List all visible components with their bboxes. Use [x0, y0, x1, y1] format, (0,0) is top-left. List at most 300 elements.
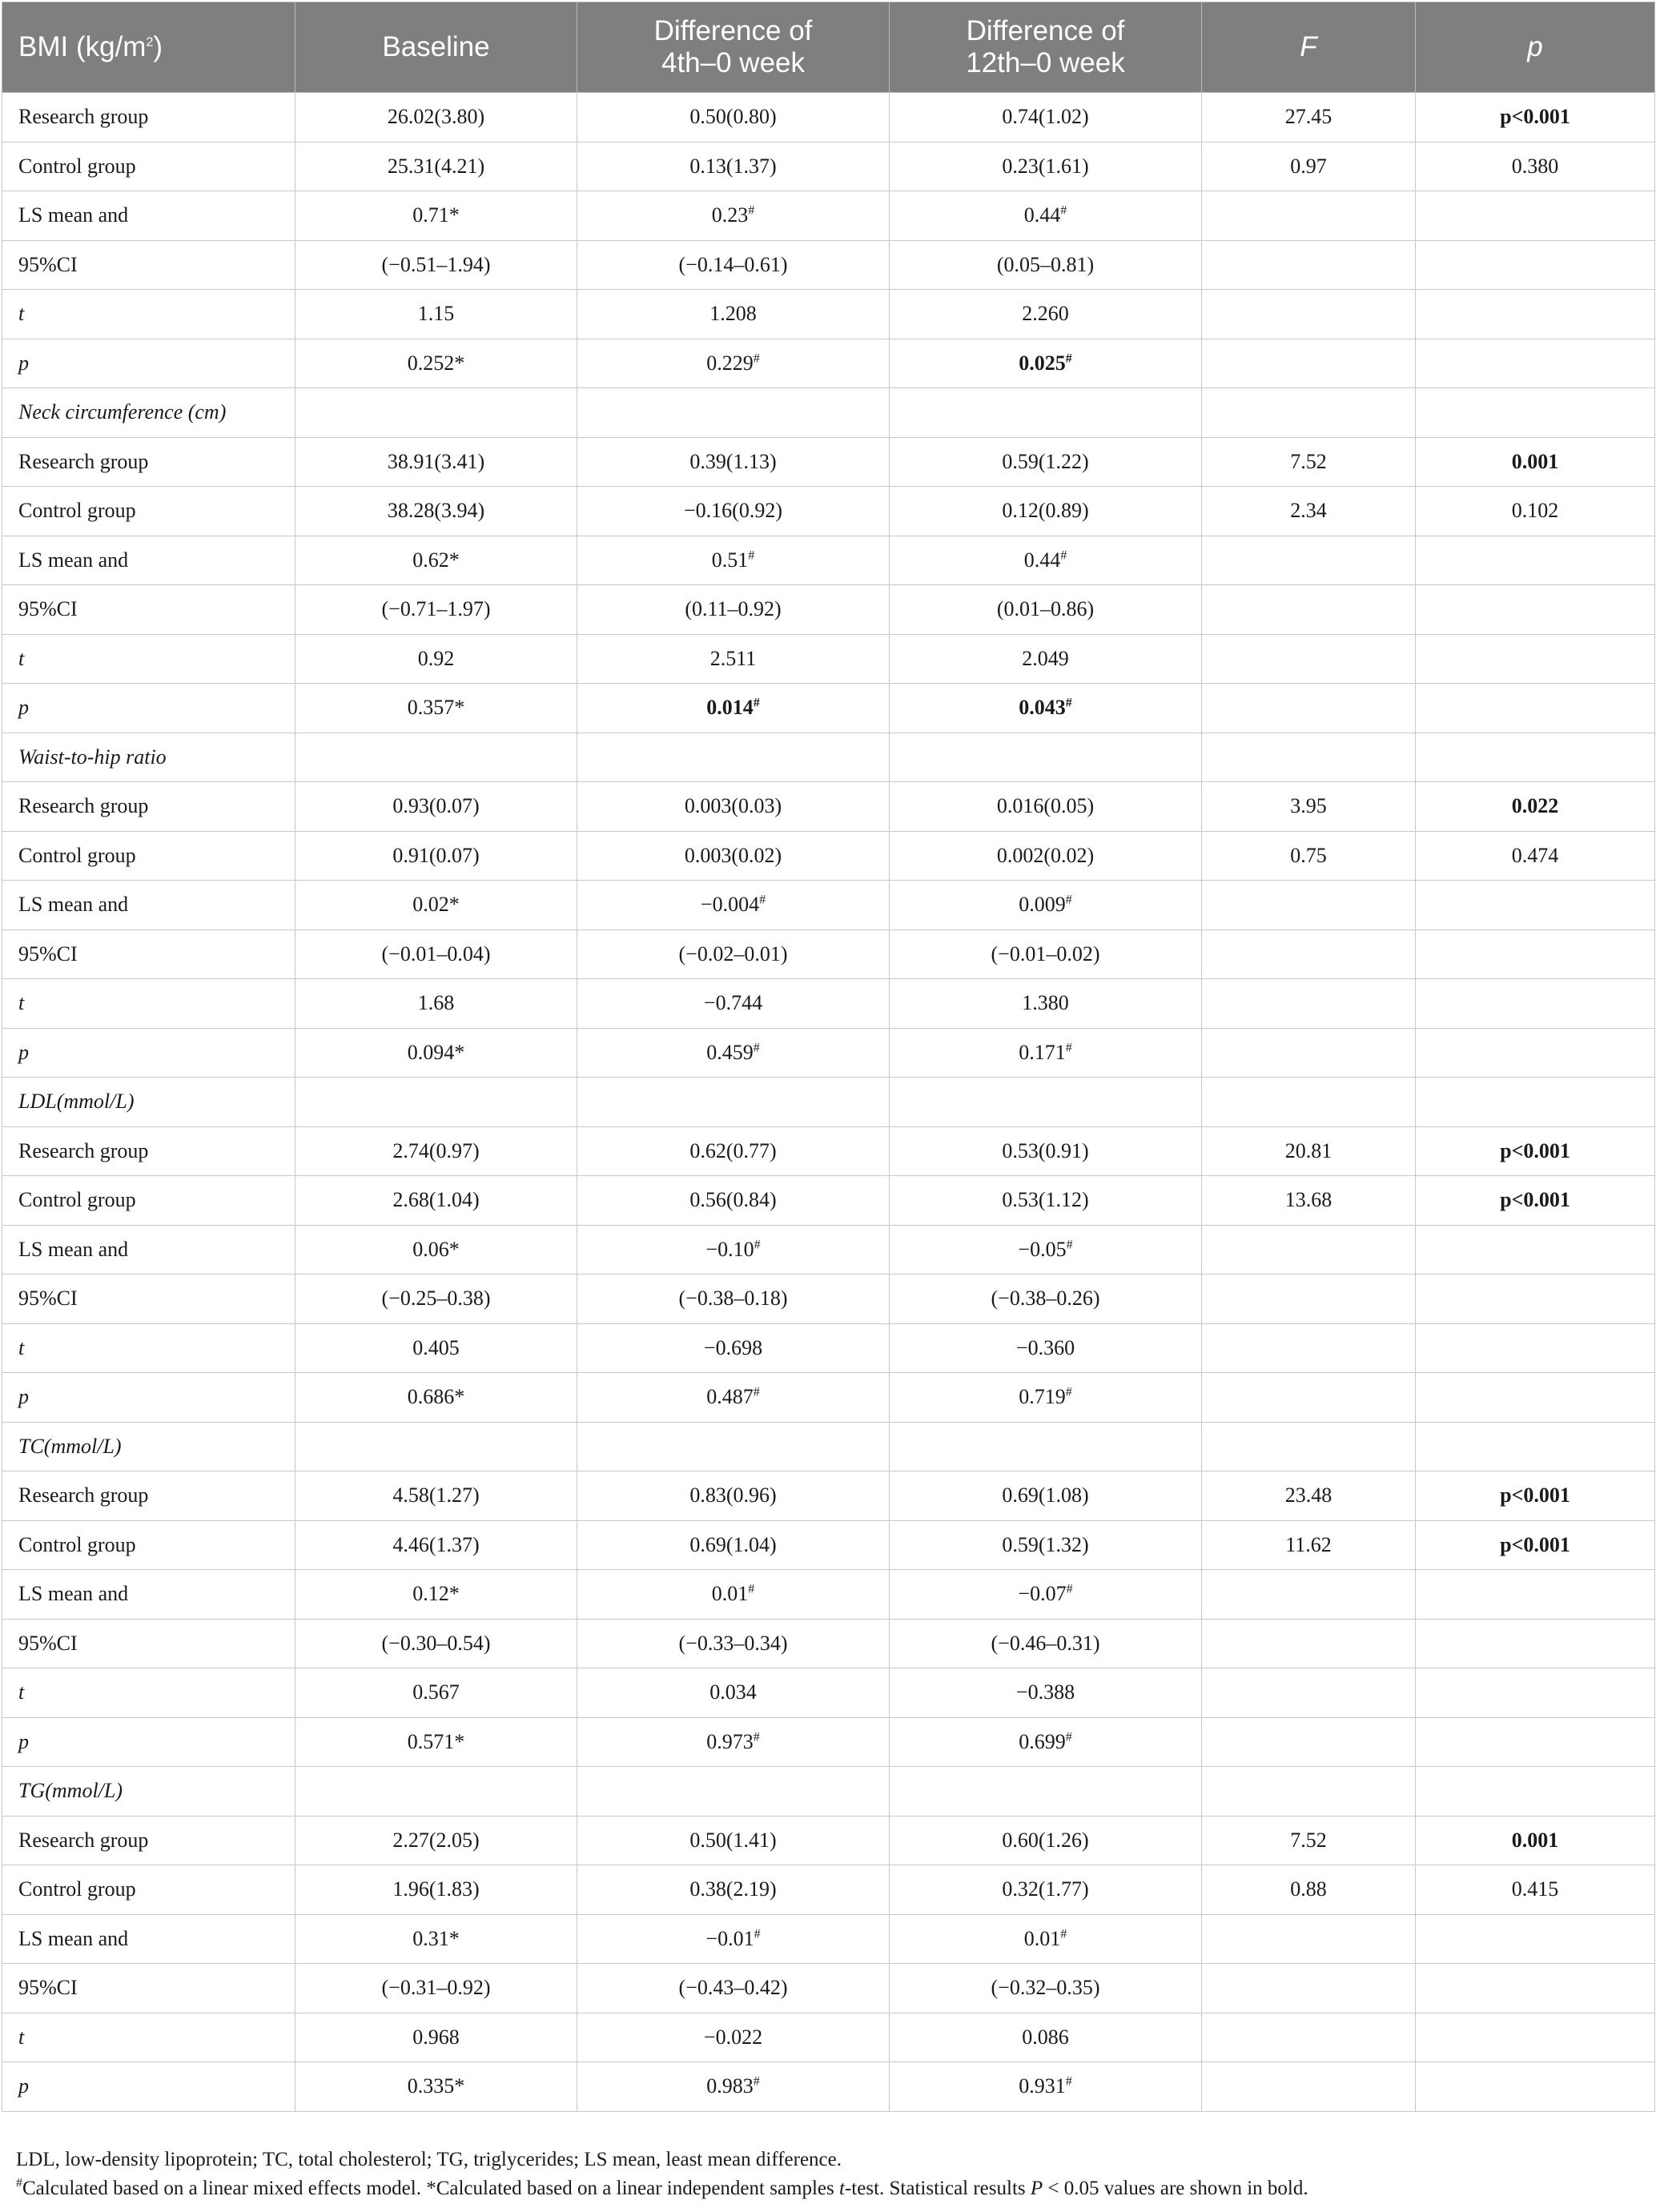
row-label: 95%CI: [2, 1619, 295, 1668]
diff-4th-cell: 0.23#: [577, 191, 890, 241]
hash-footnote-mark: #: [753, 351, 760, 366]
baseline-cell: 0.335*: [295, 2062, 577, 2112]
hash-footnote-mark: #: [748, 203, 755, 218]
hash-footnote-mark: #: [1065, 351, 1072, 366]
row-label: Research group: [2, 782, 295, 832]
diff-12th-cell: −0.360: [890, 1323, 1202, 1373]
section-row: [2, 733, 1655, 782]
row-label: 95%CI: [2, 1964, 295, 2013]
diff-12th-cell: 0.53(1.12): [890, 1176, 1202, 1226]
diff-12th-cell: 0.44#: [890, 536, 1202, 585]
diff-12th-cell: 0.931#: [890, 2062, 1202, 2112]
section-row: [2, 388, 1655, 438]
empty-cell: [295, 1422, 577, 1471]
f-cell: [1202, 290, 1416, 339]
row-label: 95%CI: [2, 1275, 295, 1324]
row-label: p: [2, 339, 295, 388]
p-cell: [1416, 1323, 1655, 1373]
baseline-cell: 0.92: [295, 634, 577, 684]
f-cell: 13.68: [1202, 1176, 1416, 1226]
table-row: [2, 2013, 1655, 2062]
p-cell: [1416, 634, 1655, 684]
baseline-cell: 25.31(4.21): [295, 142, 577, 191]
diff-12th-cell: 0.12(0.89): [890, 487, 1202, 536]
p-cell: [1416, 1570, 1655, 1620]
diff-12th-cell: 0.53(0.91): [890, 1126, 1202, 1176]
empty-cell: [890, 388, 1202, 438]
baseline-cell: 0.968: [295, 2013, 577, 2062]
baseline-cell: 0.02*: [295, 881, 577, 930]
table-row: [2, 1225, 1655, 1275]
p-cell: [1416, 240, 1655, 290]
baseline-cell: 0.62*: [295, 536, 577, 585]
diff-12th-cell: 0.699#: [890, 1717, 1202, 1767]
diff-4th-cell: (−0.02–0.01): [577, 929, 890, 979]
baseline-cell: 0.094*: [295, 1028, 577, 1078]
p-cell: 0.022: [1416, 782, 1655, 832]
row-label: LS mean and: [2, 881, 295, 930]
diff-4th-cell: 0.56(0.84): [577, 1176, 890, 1226]
diff-4th-cell: 0.83(0.96): [577, 1471, 890, 1521]
f-cell: [1202, 979, 1416, 1029]
row-label: t: [2, 1323, 295, 1373]
hash-footnote-mark: #: [1060, 203, 1067, 218]
table-row: [2, 1619, 1655, 1668]
row-label: p: [2, 2062, 295, 2112]
diff-12th-cell: 0.016(0.05): [890, 782, 1202, 832]
table-row: [2, 1028, 1655, 1078]
diff-4th-cell: 0.459#: [577, 1028, 890, 1078]
baseline-cell: 38.28(3.94): [295, 487, 577, 536]
table-row: [2, 536, 1655, 585]
f-cell: 2.34: [1202, 487, 1416, 536]
p-cell: [1416, 684, 1655, 733]
row-label: Control group: [2, 1520, 295, 1570]
table-row: [2, 1668, 1655, 1718]
diff-12th-cell: 0.043#: [890, 684, 1202, 733]
diff-4th-cell: −0.16(0.92): [577, 487, 890, 536]
diff-12th-cell: 0.009#: [890, 881, 1202, 930]
p-cell: [1416, 339, 1655, 388]
p-cell: 0.001: [1416, 1816, 1655, 1865]
f-cell: [1202, 191, 1416, 241]
row-label: 95%CI: [2, 240, 295, 290]
diff-4th-cell: 0.69(1.04): [577, 1520, 890, 1570]
diff-12th-cell: 0.44#: [890, 191, 1202, 241]
row-label: Research group: [2, 1471, 295, 1521]
p-cell: 0.380: [1416, 142, 1655, 191]
f-cell: 27.45: [1202, 93, 1416, 143]
diff-4th-cell: −0.01#: [577, 1914, 890, 1964]
empty-cell: [577, 1422, 890, 1471]
diff-12th-cell: 0.171#: [890, 1028, 1202, 1078]
table-row: [2, 2062, 1655, 2112]
diff-4th-cell: 2.511: [577, 634, 890, 684]
section-row: [2, 1078, 1655, 1127]
diff-4th-cell: −0.10#: [577, 1225, 890, 1275]
diff-12th-cell: (0.01–0.86): [890, 585, 1202, 635]
p-cell: [1416, 2062, 1655, 2112]
f-cell: [1202, 339, 1416, 388]
diff-12th-cell: 0.60(1.26): [890, 1816, 1202, 1865]
p-cell: [1416, 1717, 1655, 1767]
hash-footnote-mark: #: [1065, 696, 1072, 710]
header-diff-12th: Difference of 12th–0 week: [890, 2, 1202, 93]
p-cell: p<0.001: [1416, 1471, 1655, 1521]
p-cell: p<0.001: [1416, 1176, 1655, 1226]
f-cell: [1202, 1323, 1416, 1373]
baseline-cell: 0.571*: [295, 1717, 577, 1767]
table-row: [2, 191, 1655, 241]
table-footnotes: [16, 2146, 1642, 2203]
header-f: F: [1202, 2, 1416, 93]
p-cell: 0.001: [1416, 437, 1655, 487]
f-cell: [1202, 240, 1416, 290]
empty-cell: [1202, 733, 1416, 782]
empty-cell: [577, 1078, 890, 1127]
baseline-cell: 4.46(1.37): [295, 1520, 577, 1570]
section-row: [2, 1422, 1655, 1471]
header-p: p: [1416, 2, 1655, 93]
diff-4th-cell: 0.973#: [577, 1717, 890, 1767]
p-cell: 0.102: [1416, 487, 1655, 536]
header-baseline: Baseline: [295, 2, 577, 93]
row-label: p: [2, 684, 295, 733]
f-cell: 7.52: [1202, 437, 1416, 487]
section-label: LDL(mmol/L): [2, 1078, 295, 1127]
hash-footnote-mark: #: [753, 1385, 760, 1399]
diff-12th-cell: 0.002(0.02): [890, 831, 1202, 881]
table-row: [2, 1816, 1655, 1865]
p-cell: [1416, 1914, 1655, 1964]
baseline-cell: (−0.25–0.38): [295, 1275, 577, 1324]
f-cell: [1202, 1373, 1416, 1423]
f-cell: [1202, 1619, 1416, 1668]
diff-4th-cell: −0.004#: [577, 881, 890, 930]
empty-cell: [890, 1078, 1202, 1127]
row-label: t: [2, 634, 295, 684]
diff-4th-cell: (0.11–0.92): [577, 585, 890, 635]
hash-footnote-mark: #: [753, 1730, 760, 1744]
table-row: [2, 142, 1655, 191]
table-row: [2, 782, 1655, 832]
f-cell: 3.95: [1202, 782, 1416, 832]
row-label: t: [2, 290, 295, 339]
empty-cell: [1202, 1078, 1416, 1127]
row-label: Control group: [2, 487, 295, 536]
f-cell: [1202, 684, 1416, 733]
diff-4th-cell: 0.003(0.02): [577, 831, 890, 881]
baseline-cell: (−0.71–1.97): [295, 585, 577, 635]
section-label: TC(mmol/L): [2, 1422, 295, 1471]
diff-4th-cell: 0.62(0.77): [577, 1126, 890, 1176]
diff-4th-cell: 0.034: [577, 1668, 890, 1718]
f-cell: [1202, 585, 1416, 635]
f-cell: [1202, 1275, 1416, 1324]
p-cell: [1416, 1225, 1655, 1275]
p-cell: 0.415: [1416, 1865, 1655, 1915]
table-row: [2, 1323, 1655, 1373]
baseline-cell: 2.27(2.05): [295, 1816, 577, 1865]
f-cell: [1202, 1668, 1416, 1718]
row-label: Control group: [2, 1865, 295, 1915]
hash-footnote-mark: #: [1065, 1041, 1072, 1055]
row-label: Control group: [2, 1176, 295, 1226]
f-cell: [1202, 2062, 1416, 2112]
hash-footnote-mark: #: [1066, 1582, 1073, 1596]
p-cell: [1416, 1373, 1655, 1423]
table-row: [2, 290, 1655, 339]
f-cell: [1202, 881, 1416, 930]
diff-4th-cell: 0.014#: [577, 684, 890, 733]
hash-footnote-mark: #: [748, 1582, 755, 1596]
table-row: [2, 1126, 1655, 1176]
f-cell: [1202, 1225, 1416, 1275]
diff-4th-cell: 0.983#: [577, 2062, 890, 2112]
hash-footnote-mark: #: [1060, 548, 1067, 563]
diff-4th-cell: 0.50(0.80): [577, 93, 890, 143]
baseline-cell: 0.686*: [295, 1373, 577, 1423]
baseline-cell: 2.68(1.04): [295, 1176, 577, 1226]
baseline-cell: 0.31*: [295, 1914, 577, 1964]
baseline-cell: 0.71*: [295, 191, 577, 241]
empty-cell: [1202, 1422, 1416, 1471]
diff-12th-cell: (−0.38–0.26): [890, 1275, 1202, 1324]
results-table: [2, 2, 1655, 2112]
diff-12th-cell: 0.32(1.77): [890, 1865, 1202, 1915]
diff-12th-cell: 0.69(1.08): [890, 1471, 1202, 1521]
diff-4th-cell: −0.022: [577, 2013, 890, 2062]
empty-cell: [1202, 388, 1416, 438]
empty-cell: [295, 733, 577, 782]
p-cell: [1416, 191, 1655, 241]
f-cell: [1202, 1028, 1416, 1078]
p-cell: [1416, 1275, 1655, 1324]
p-cell: [1416, 1619, 1655, 1668]
baseline-cell: (−0.01–0.04): [295, 929, 577, 979]
hash-footnote-mark: #: [1066, 1238, 1073, 1252]
row-label: t: [2, 2013, 295, 2062]
p-cell: [1416, 585, 1655, 635]
row-label: LS mean and: [2, 1225, 295, 1275]
row-label: Research group: [2, 437, 295, 487]
baseline-cell: 38.91(3.41): [295, 437, 577, 487]
f-cell: 7.52: [1202, 1816, 1416, 1865]
diff-4th-cell: −0.698: [577, 1323, 890, 1373]
table-row: [2, 487, 1655, 536]
table-row: [2, 437, 1655, 487]
diff-4th-cell: 0.003(0.03): [577, 782, 890, 832]
diff-4th-cell: −0.744: [577, 979, 890, 1029]
diff-12th-cell: 0.719#: [890, 1373, 1202, 1423]
diff-12th-cell: 0.59(1.22): [890, 437, 1202, 487]
diff-12th-cell: 0.086: [890, 2013, 1202, 2062]
baseline-cell: (−0.51–1.94): [295, 240, 577, 290]
f-cell: 0.97: [1202, 142, 1416, 191]
p-cell: [1416, 881, 1655, 930]
hash-footnote-mark: #: [748, 548, 755, 563]
table-row: [2, 831, 1655, 881]
f-cell: [1202, 2013, 1416, 2062]
empty-cell: [577, 1767, 890, 1817]
baseline-cell: 0.252*: [295, 339, 577, 388]
baseline-cell: 0.567: [295, 1668, 577, 1718]
p-cell: [1416, 1964, 1655, 2013]
empty-cell: [295, 1078, 577, 1127]
empty-cell: [1416, 1078, 1655, 1127]
diff-4th-cell: 0.50(1.41): [577, 1816, 890, 1865]
hash-footnote-mark: #: [759, 893, 766, 907]
empty-cell: [890, 1422, 1202, 1471]
diff-4th-cell: 0.01#: [577, 1570, 890, 1620]
empty-cell: [890, 733, 1202, 782]
diff-12th-cell: 0.23(1.61): [890, 142, 1202, 191]
row-label: 95%CI: [2, 929, 295, 979]
diff-4th-cell: (−0.38–0.18): [577, 1275, 890, 1324]
row-label: 95%CI: [2, 585, 295, 635]
f-cell: [1202, 634, 1416, 684]
footnote-abbreviations: LDL, low-density lipoprotein; TC, total cholesterol; TG, triglycerides; LS mean, least mean difference.: [16, 2149, 842, 2170]
p-cell: [1416, 2013, 1655, 2062]
empty-cell: [1416, 388, 1655, 438]
row-label: t: [2, 979, 295, 1029]
p-cell: [1416, 536, 1655, 585]
diff-4th-cell: (−0.33–0.34): [577, 1619, 890, 1668]
diff-12th-cell: (−0.01–0.02): [890, 929, 1202, 979]
diff-12th-cell: 0.74(1.02): [890, 93, 1202, 143]
hash-footnote-mark: #: [1065, 1385, 1072, 1399]
section-label: Waist-to-hip ratio: [2, 733, 295, 782]
row-label: Control group: [2, 142, 295, 191]
f-cell: [1202, 1964, 1416, 2013]
diff-4th-cell: 0.39(1.13): [577, 437, 890, 487]
f-cell: 20.81: [1202, 1126, 1416, 1176]
f-cell: 0.88: [1202, 1865, 1416, 1915]
diff-4th-cell: (−0.43–0.42): [577, 1964, 890, 2013]
baseline-cell: 0.91(0.07): [295, 831, 577, 881]
section-label: TG(mmol/L): [2, 1767, 295, 1817]
diff-4th-cell: 1.208: [577, 290, 890, 339]
row-label: LS mean and: [2, 536, 295, 585]
header-bmi: BMI $(kg/m^2)$: [2, 2, 295, 93]
baseline-cell: 0.93(0.07): [295, 782, 577, 832]
table-header-row: [2, 2, 1655, 93]
table-row: [2, 1176, 1655, 1226]
f-cell: [1202, 1717, 1416, 1767]
diff-12th-cell: (−0.46–0.31): [890, 1619, 1202, 1668]
empty-cell: [890, 1767, 1202, 1817]
f-cell: 23.48: [1202, 1471, 1416, 1521]
baseline-cell: 4.58(1.27): [295, 1471, 577, 1521]
section-row: [2, 1767, 1655, 1817]
diff-12th-cell: (−0.32–0.35): [890, 1964, 1202, 2013]
empty-cell: [577, 388, 890, 438]
baseline-cell: 0.06*: [295, 1225, 577, 1275]
hash-footnote-mark: #: [1065, 1730, 1072, 1744]
table-row: [2, 1471, 1655, 1521]
p-cell: p<0.001: [1416, 93, 1655, 143]
row-label: Research group: [2, 1816, 295, 1865]
diff-12th-cell: −0.05#: [890, 1225, 1202, 1275]
diff-4th-cell: 0.229#: [577, 339, 890, 388]
baseline-cell: 1.96(1.83): [295, 1865, 577, 1915]
baseline-cell: 26.02(3.80): [295, 93, 577, 143]
table-row: [2, 1914, 1655, 1964]
empty-cell: [1416, 733, 1655, 782]
table-row: [2, 339, 1655, 388]
header-diff-4th: Difference of 4th–0 week: [577, 2, 890, 93]
table-row: [2, 1717, 1655, 1767]
hash-footnote-mark: #: [754, 1238, 761, 1252]
hash-footnote-mark: #: [1065, 2074, 1072, 2089]
baseline-cell: (−0.31–0.92): [295, 1964, 577, 2013]
diff-12th-cell: 1.380: [890, 979, 1202, 1029]
p-cell: [1416, 979, 1655, 1029]
table-row: [2, 1373, 1655, 1423]
diff-12th-cell: 2.049: [890, 634, 1202, 684]
table-row: [2, 979, 1655, 1029]
hash-footnote-mark: #: [753, 696, 760, 710]
footnote-methods: #Calculated based on a linear mixed effects model. *Calculated based on a linear independent samples t-test. Statistical results P < 0.05 values are shown in bold.: [16, 2176, 1308, 2199]
p-cell: [1416, 1668, 1655, 1718]
baseline-cell: 0.12*: [295, 1570, 577, 1620]
p-cell: p<0.001: [1416, 1126, 1655, 1176]
empty-cell: [295, 1767, 577, 1817]
table-row: [2, 634, 1655, 684]
p-cell: [1416, 929, 1655, 979]
baseline-cell: 1.68: [295, 979, 577, 1029]
empty-cell: [1416, 1767, 1655, 1817]
hash-footnote-mark: #: [1065, 893, 1072, 907]
table-body: [2, 93, 1655, 2112]
baseline-cell: 0.405: [295, 1323, 577, 1373]
row-label: Research group: [2, 93, 295, 143]
diff-12th-cell: 0.59(1.32): [890, 1520, 1202, 1570]
table-row: [2, 585, 1655, 635]
diff-12th-cell: −0.388: [890, 1668, 1202, 1718]
diff-4th-cell: (−0.14–0.61): [577, 240, 890, 290]
table-row: [2, 93, 1655, 143]
f-cell: 11.62: [1202, 1520, 1416, 1570]
section-label: Neck circumference (cm): [2, 388, 295, 438]
diff-12th-cell: 2.260: [890, 290, 1202, 339]
empty-cell: [1416, 1422, 1655, 1471]
diff-4th-cell: 0.38(2.19): [577, 1865, 890, 1915]
row-label: p: [2, 1717, 295, 1767]
diff-12th-cell: 0.025#: [890, 339, 1202, 388]
row-label: Research group: [2, 1126, 295, 1176]
table-row: [2, 881, 1655, 930]
row-label: LS mean and: [2, 191, 295, 241]
hash-footnote-mark: #: [753, 2074, 760, 2089]
row-label: t: [2, 1668, 295, 1718]
table-row: [2, 240, 1655, 290]
f-cell: [1202, 929, 1416, 979]
table-row: [2, 684, 1655, 733]
row-label: p: [2, 1028, 295, 1078]
hash-footnote-mark: #: [1060, 1927, 1067, 1941]
empty-cell: [1202, 1767, 1416, 1817]
table-row: [2, 1964, 1655, 2013]
table-row: [2, 929, 1655, 979]
table-row: [2, 1570, 1655, 1620]
row-label: p: [2, 1373, 295, 1423]
f-cell: 0.75: [1202, 831, 1416, 881]
p-cell: [1416, 290, 1655, 339]
baseline-cell: 0.357*: [295, 684, 577, 733]
table-row: [2, 1865, 1655, 1915]
row-label: LS mean and: [2, 1570, 295, 1620]
